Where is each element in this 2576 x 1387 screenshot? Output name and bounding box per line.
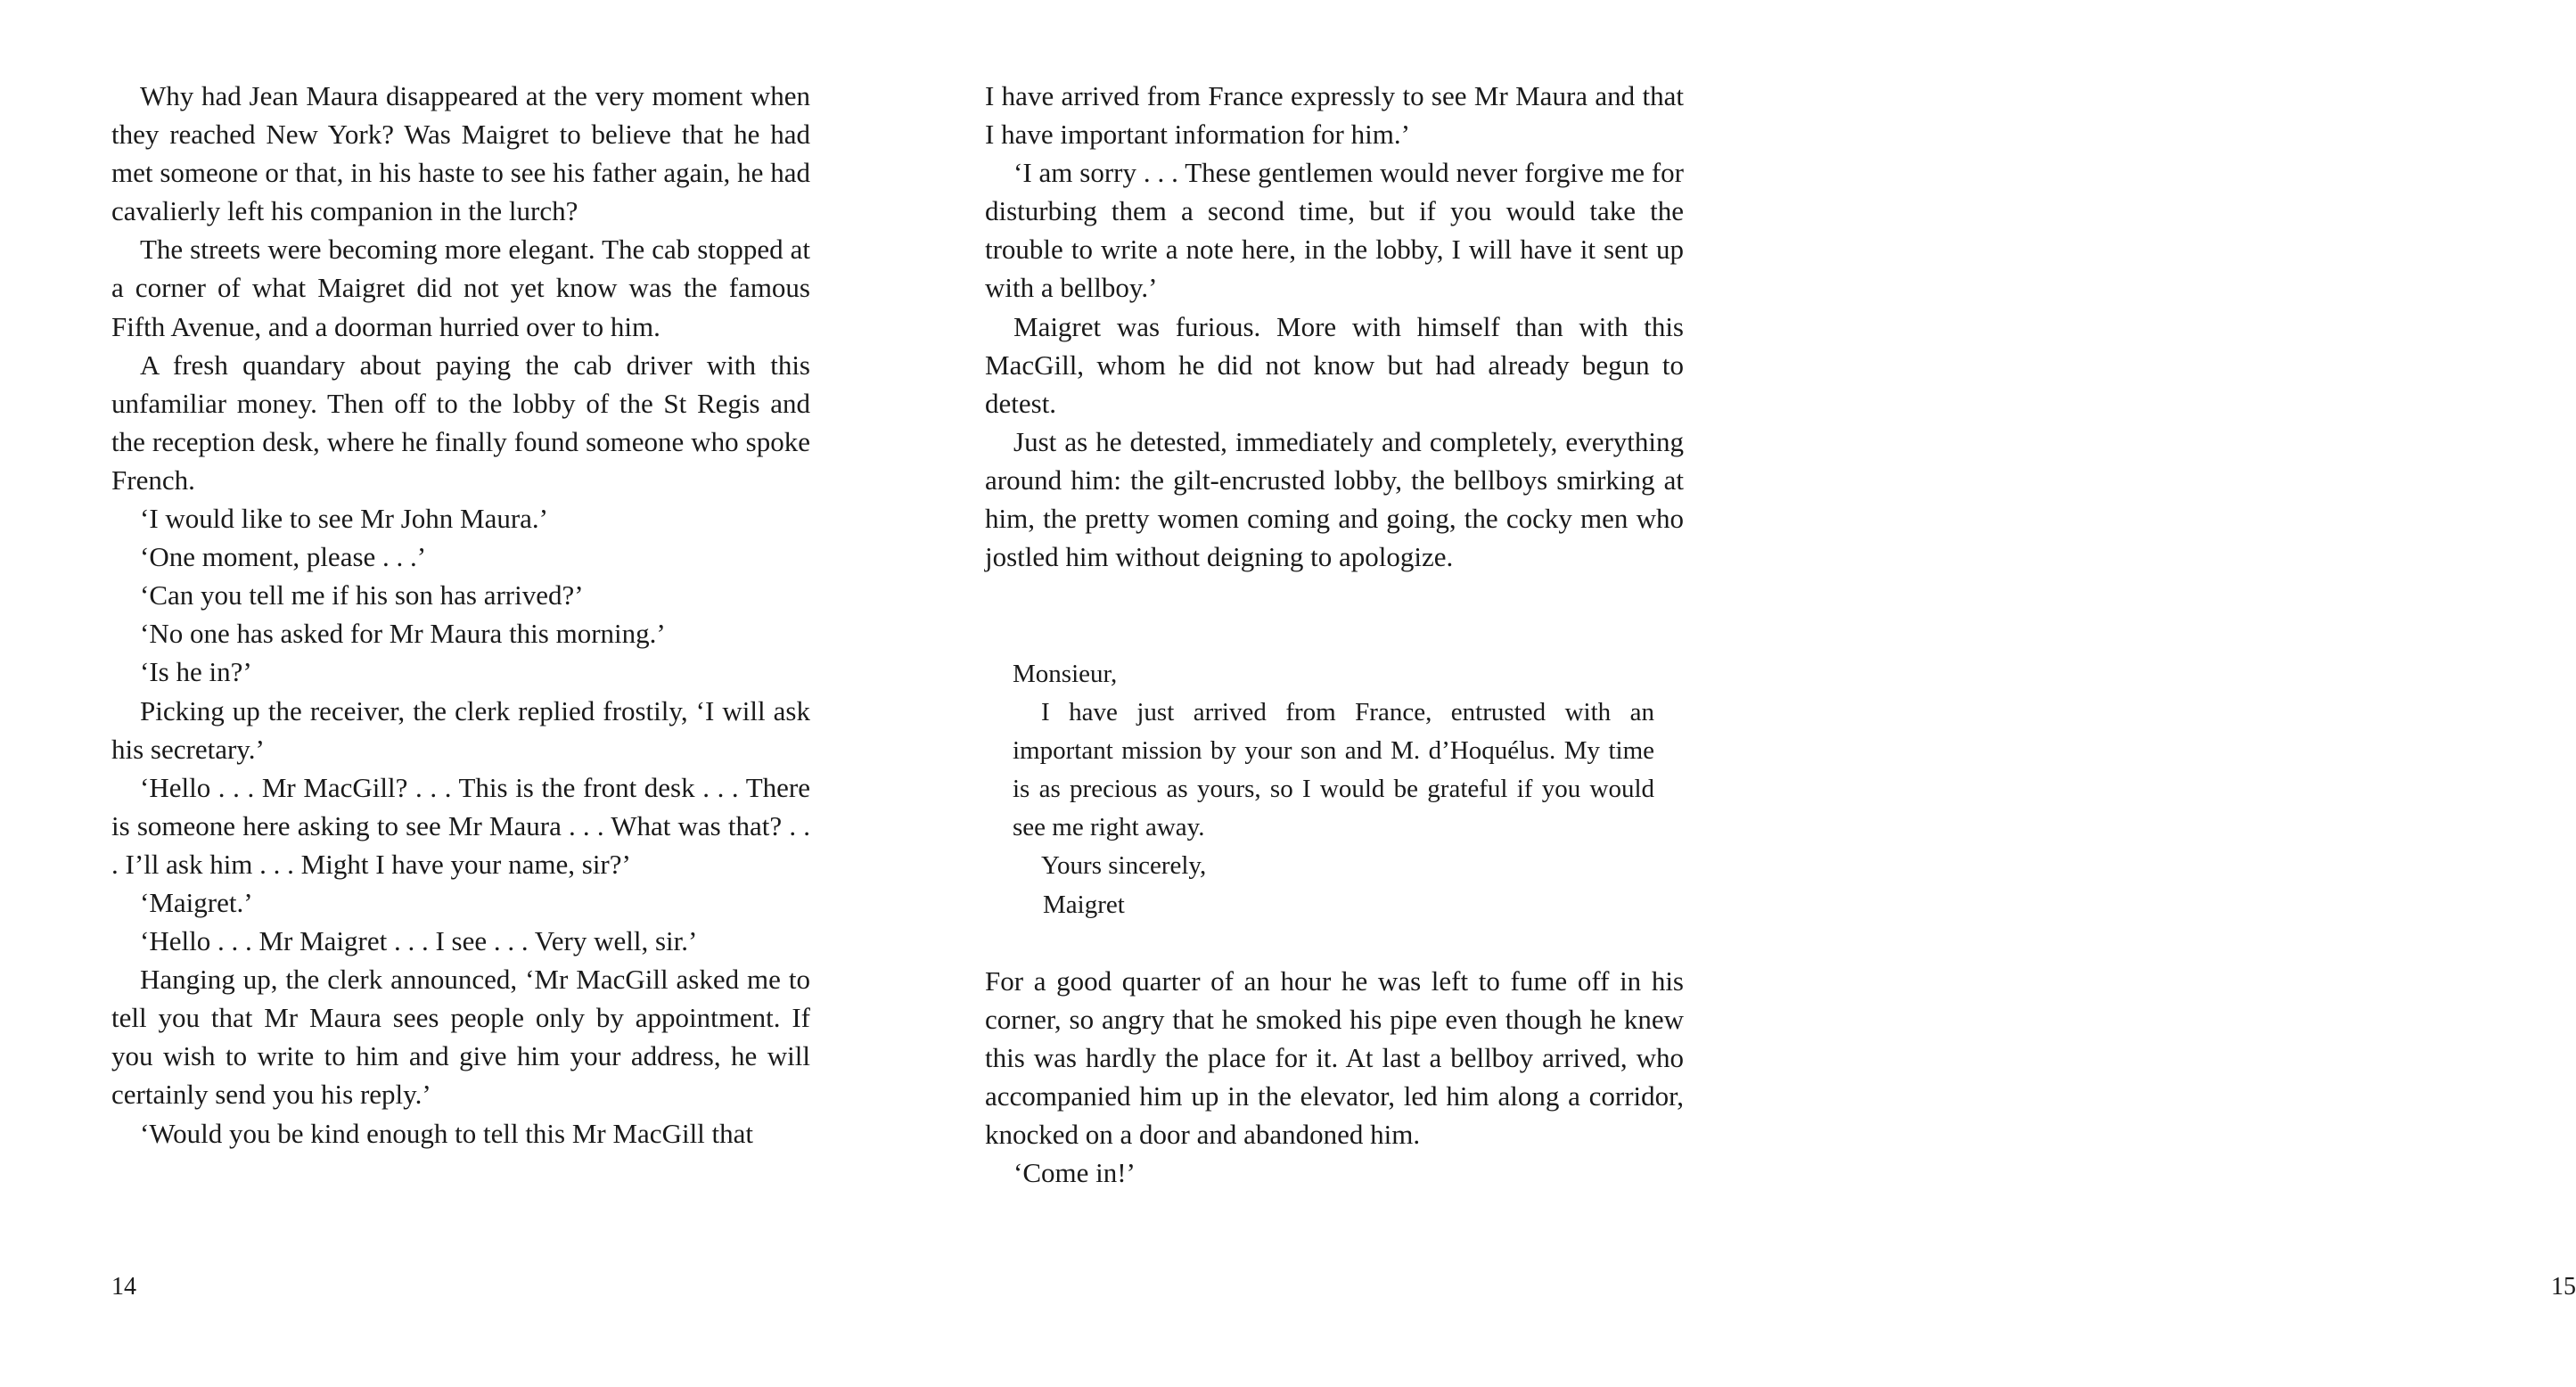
paragraph: Just as he detested, immediately and completely, everything around him: the gilt-encrusted lobby, the bellboys smirking at him, the pretty women coming and going, the cocky men who jostled him without deigning to apologize.	[985, 425, 1684, 573]
letter-body: I have just arrived from France, entrusted with an important mission by your son and M. d’Hoquélus. My time is as precious as yours, so I would be grateful if you would see me right away.	[1013, 698, 1654, 842]
right-page-text-after-letter	[985, 962, 1684, 1193]
right-page-text	[985, 77, 1684, 576]
paragraph: A fresh quandary about paying the cab driver with this unfamiliar money. Then off to the lobby of the St Regis and the reception desk, where he finally found someone who spoke French.	[111, 349, 810, 496]
paragraph: ‘I would like to see Mr John Maura.’	[140, 503, 549, 535]
paragraph: The streets were becoming more elegant. The cab stopped at a corner of what Maigret did not yet know was the famous Fifth Avenue, and a doorman hurried over to him.	[111, 234, 810, 342]
paragraph: ‘Maigret.’	[140, 886, 253, 918]
paragraph: ‘Hello . . . Mr MacGill? . . . This is the front desk . . . There is someone here asking to see Mr Maura . . . What was that? . . . I’ll ask him . . . Might I have your name, sir?’	[111, 771, 810, 880]
right-page	[891, 0, 2576, 1387]
page-number: 14	[111, 1273, 136, 1301]
letter-salutation: Monsieur,	[1013, 660, 1118, 688]
page-number: 15	[2551, 1273, 2576, 1301]
paragraph: ‘Can you tell me if his son has arrived?’	[140, 579, 584, 611]
paragraph: ‘Is he in?’	[140, 656, 252, 688]
paragraph: Hanging up, the clerk announced, ‘Mr MacGill asked me to tell you that Mr Maura sees people only by appointment. If you wish to write to him and give him your address, he will certainly send you his reply.’	[111, 964, 810, 1111]
paragraph: ‘No one has asked for Mr Maura this morning.’	[140, 618, 666, 650]
paragraph: Maigret was furious. More with himself than with this MacGill, whom he did not know but had already begun to detest.	[985, 310, 1684, 419]
paragraph: ‘Would you be kind enough to tell this Mr MacGill that	[140, 1117, 754, 1149]
paragraph: Why had Jean Maura disappeared at the very moment when they reached New York? Was Maigret to believe that he had met someone or that, in his haste to see his father again, he had cavalierly left his companion in the lurch?	[111, 80, 810, 227]
left-page	[0, 0, 891, 1387]
paragraph: I have arrived from France expressly to see Mr Maura and that I have important information for him.’	[985, 80, 1684, 151]
paragraph: ‘Come in!’	[1013, 1157, 1136, 1189]
letter-closing: Yours sincerely,	[1041, 851, 1207, 881]
paragraph: ‘One moment, please . . .’	[140, 541, 427, 573]
letter-signature: Maigret	[1043, 890, 1125, 919]
letter-block	[1013, 655, 1654, 924]
paragraph: Picking up the receiver, the clerk replied frostily, ‘I will ask his secretary.’	[111, 694, 810, 765]
left-page-text	[111, 77, 810, 1153]
paragraph: ‘Hello . . . Mr Maigret . . . I see . . . Very well, sir.’	[140, 925, 698, 957]
paragraph: For a good quarter of an hour he was left to fume off in his corner, so angry that he smoked his pipe even though he knew this was hardly the place for it. At last a bellboy arrived, who accompanied him up in the elevator, led him along a corridor, knocked on a door and abandoned him.	[985, 965, 1684, 1151]
paragraph: ‘I am sorry . . . These gentlemen would never forgive me for disturbing them a second time, but if you would take the trouble to write a note here, in the lobby, I will have it sent up with a bellboy.’	[985, 157, 1684, 304]
